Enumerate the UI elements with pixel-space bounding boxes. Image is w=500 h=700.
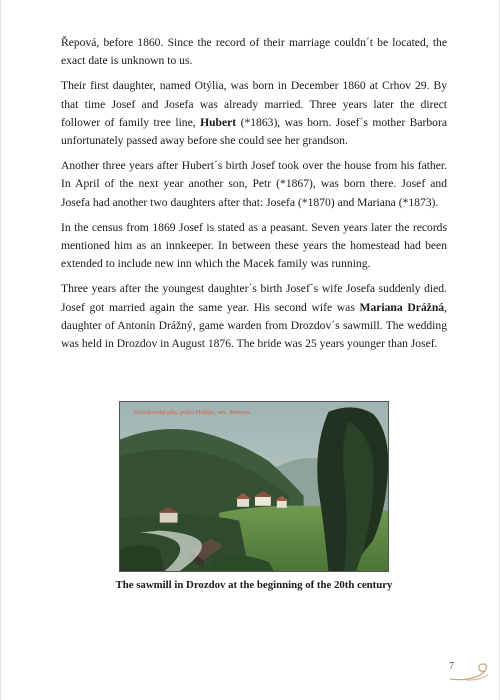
paragraph	[61, 77, 447, 150]
text-run: Another three years after Hubert´s birth Josef took over the house from his father. In April of the next year another son, Petr (*1867), was born there. Josef and Josefa had another two daughters after that: Josefa (*1870) and Mariana (*1873).	[61, 159, 447, 209]
text-run: Three years after the youngest daughter´s birth Josef´s wife Josefa suddenly died. Josef got married again the same year. His second wife was	[61, 282, 447, 314]
sawmill-photo	[119, 401, 389, 572]
paragraph	[61, 280, 447, 353]
paragraph	[61, 219, 447, 274]
photo-inscription: Drozdovská pila, pošta Hoštýn, sev. Morava.	[133, 408, 252, 416]
paragraph	[61, 34, 447, 70]
body-text	[61, 34, 447, 360]
photo-caption: The sawmill in Drozdov at the beginning of the 20th century	[115, 579, 393, 591]
page-number: 7	[449, 661, 454, 672]
text-run: , daughter of Antonín Drážný, game warden from Drozdov´s sawmill. The wedding was held in Drozdov in August 1876. The bride was 25 years younger than Josef.	[61, 300, 447, 351]
bold-name: Hubert	[200, 115, 237, 129]
bold-name: Mariana Drážná	[359, 300, 445, 314]
text-run: Řepová, before 1860. Since the record of their marriage couldn´t be located, the exact date is unknown to us.	[61, 36, 447, 68]
sawmill-photo-image	[120, 402, 388, 571]
text-run: (*1863), was born. Josef´s mother Barbora unfortunately passed away before she could see her grandson.	[61, 115, 447, 148]
paragraph	[61, 157, 447, 212]
text-run: In the census from 1869 Josef is stated as a peasant. Seven years later the records mentioned him as an innkeeper. In between these years the homestead had been extended to include new inn which the Macek family was running.	[61, 220, 447, 271]
text-run: Their first daughter, named Otýlia, was born in December 1860 at Crhov 29. By that time Josef and Josefa was already married. Three years later the direct follower of family tree line,	[61, 79, 447, 129]
